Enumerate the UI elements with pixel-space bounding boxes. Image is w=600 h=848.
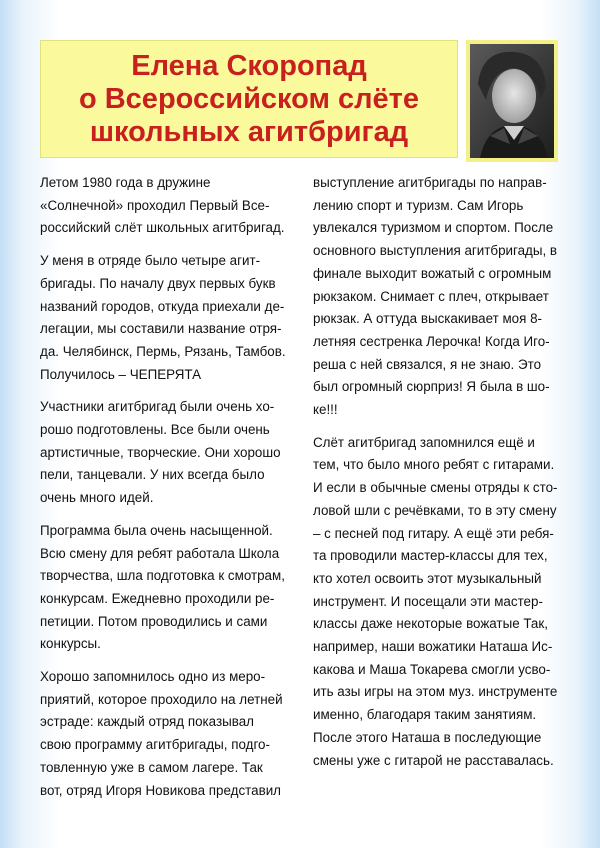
- text-line: артистичные, творческие. Они хорошо: [40, 444, 281, 460]
- text-line: приятий, которое проходило на летней: [40, 691, 283, 707]
- text-line: названий городов, откуда приехали де-: [40, 298, 285, 314]
- portrait-photo: [466, 40, 558, 162]
- text-line: У меня в отряде было четыре агит-: [40, 253, 261, 269]
- text-line: рюкзаком. Снимает с плеч, открывает: [313, 288, 549, 304]
- text-line: та проводили мастер-классы для тех,: [313, 548, 548, 564]
- paragraph: [40, 172, 295, 240]
- text-line: какова и Маша Токарева смогли усво-: [313, 661, 551, 677]
- text-line: пели, танцевали. У них всегда было: [40, 467, 265, 483]
- text-line: инструмент. И посещали эти мастер-: [313, 593, 543, 609]
- text-line: ловой шли с речёвками, то в эту смену: [313, 502, 557, 518]
- text-line: – с песней под гитару. А ещё эти ребя-: [313, 525, 554, 541]
- text-line: ке!!!: [313, 402, 338, 418]
- text-line: творчества, шла подготовка к смотрам,: [40, 568, 285, 584]
- text-line: классы даже некоторые вожатые Так,: [313, 616, 548, 632]
- text-line: конкурсам. Ежедневно проходили ре-: [40, 590, 275, 606]
- paragraph: [40, 396, 295, 510]
- text-line: Получилось – ЧЕПЕРЯТА: [40, 366, 202, 382]
- text-line: увлекался туризмом и спортом. После: [313, 220, 554, 236]
- text-line: эстраде: каждый отряд показывал: [40, 714, 254, 730]
- text-line: петиции. Потом проводились и сами: [40, 613, 268, 629]
- text-line: вот, отряд Игоря Новикова представил: [40, 782, 281, 798]
- title-line-3: школьных агитбригад: [89, 115, 409, 148]
- text-line: свою программу агитбригады, подго-: [40, 737, 270, 753]
- text-line: Хорошо запомнилось одно из меро-: [40, 669, 266, 685]
- text-line: легации, мы составили название отря-: [40, 321, 282, 337]
- text-line: да. Челябинск, Пермь, Рязань, Тамбов.: [40, 343, 286, 359]
- portrait-image: [470, 44, 554, 158]
- text-line: ить азы игры на этом муз. инструменте: [313, 684, 558, 700]
- text-line: Программа была очень насыщенной.: [40, 522, 273, 538]
- text-line: выступление агитбригады по направ-: [313, 175, 547, 190]
- text-line: Всю смену для ребят работала Школа: [40, 545, 280, 561]
- text-line: конкурсы.: [40, 636, 101, 652]
- right-text-column: [313, 172, 565, 782]
- text-line: например, наши вожатики Наташа Ис-: [313, 639, 553, 655]
- title-banner: [40, 40, 458, 158]
- text-line: «Солнечной» проходил Первый Все-: [40, 197, 270, 213]
- text-line: И если в обычные смены отряды к сто-: [313, 480, 558, 496]
- paragraph: [313, 432, 565, 773]
- text-line: бригады. По началу двух первых букв: [40, 275, 276, 291]
- text-line: именно, благодаря таким занятиям.: [313, 707, 537, 723]
- text-line: был огромный сюрприз! Я была в шо-: [313, 379, 550, 395]
- text-line: основного выступления агитбригады, в: [313, 243, 558, 259]
- paragraph: [40, 520, 295, 656]
- text-line: летняя сестренка Лерочка! Когда Иго-: [313, 333, 550, 349]
- text-line: рошо подготовлены. Все были очень: [40, 422, 270, 438]
- text-line: Летом 1980 года в дружине: [40, 175, 211, 190]
- text-line: Слёт агитбригад запомнился ещё и: [313, 434, 535, 450]
- text-line: товленную уже в самом лагере. Так: [40, 759, 263, 775]
- paragraph: [40, 666, 295, 802]
- text-line: финале выходит вожатый с огромным: [313, 265, 552, 281]
- text-line: После этого Наташа в последующие: [313, 729, 542, 745]
- title-line-2: о Всероссийском слёте: [78, 82, 420, 115]
- paragraph: [40, 250, 295, 386]
- text-line: российский слёт школьных агитбригад.: [40, 220, 285, 236]
- text-line: Участники агитбригад были очень хо-: [40, 399, 275, 415]
- text-line: лению спорт и туризм. Сам Игорь: [313, 197, 524, 213]
- paragraph: [313, 172, 565, 422]
- text-line: кто хотел освоить этот музыкальный: [313, 570, 542, 586]
- title-line-1: Елена Скоропад: [131, 49, 367, 82]
- left-text-column: [40, 172, 295, 812]
- text-line: тем, что было много ребят с гитарами.: [313, 457, 555, 473]
- text-line: очень много идей.: [40, 490, 154, 506]
- text-line: смены уже с гитарой не расставалась.: [313, 752, 554, 768]
- text-line: рюкзак. А оттуда выскакивает моя 8-: [313, 311, 543, 327]
- text-line: реша с ней связался, я не знаю. Это: [313, 356, 542, 372]
